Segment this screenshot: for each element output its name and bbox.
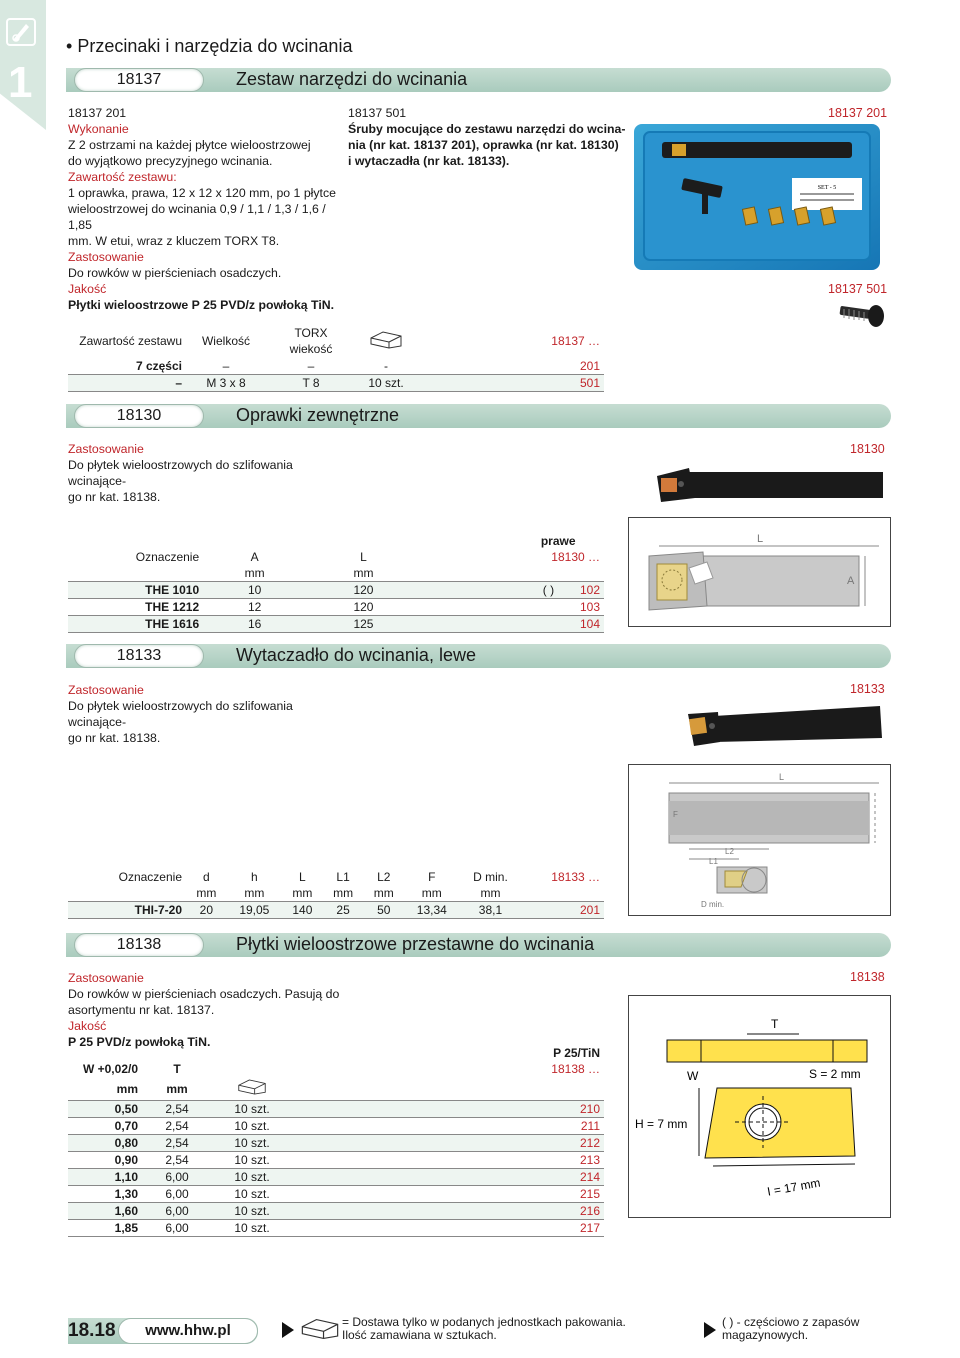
- cell-order: 201: [416, 358, 604, 375]
- cell-order: 102: [558, 582, 604, 599]
- cell-order: 215: [292, 1186, 604, 1203]
- cell: 19,05: [227, 902, 282, 919]
- cell: 1,60: [68, 1203, 142, 1220]
- cell: THI-7-20: [68, 902, 186, 919]
- heading-zastosowanie: Zastosowanie: [68, 683, 144, 697]
- cell: 7 części: [68, 358, 186, 375]
- cell: 1,10: [68, 1169, 142, 1186]
- cell: -: [356, 358, 416, 375]
- unit: mm: [306, 565, 421, 582]
- cell-empty: [421, 549, 513, 565]
- table-row: [68, 1169, 604, 1186]
- table-row: [68, 1118, 604, 1135]
- cell: 10 szt.: [356, 375, 416, 392]
- table-row: [68, 1220, 604, 1237]
- col-header: F: [428, 870, 436, 884]
- cell: 1,85: [68, 1220, 142, 1237]
- cell: 10 szt.: [212, 1220, 292, 1237]
- chapter-title: • Przecinaki i narzędzia do wcinania: [66, 36, 353, 56]
- cell: 6,00: [142, 1169, 212, 1186]
- dim-A: A: [847, 575, 855, 587]
- col-header: L1: [336, 870, 350, 884]
- heading-wykonanie: Wykonanie: [68, 122, 129, 136]
- col-header: Oznaczenie: [135, 550, 200, 564]
- cell-empty: [292, 1077, 604, 1101]
- table-header-row: [68, 869, 604, 885]
- cell: 2,54: [142, 1152, 212, 1169]
- table-row: [68, 1135, 604, 1152]
- table-row: [68, 1101, 604, 1118]
- col-header: D min.: [473, 870, 508, 884]
- section-code: 18137: [74, 68, 204, 92]
- cell-stock: [512, 616, 558, 633]
- unit: mm: [186, 885, 227, 902]
- unit: mm: [203, 565, 306, 582]
- footer-note-packaging: = Dostawa tylko w podanych jednostkach pakowania. Ilość zamawiana w sztukach.: [342, 1315, 626, 1342]
- cell: 10 szt.: [212, 1203, 292, 1220]
- cell: 125: [306, 616, 421, 633]
- cell-empty: [68, 565, 203, 582]
- col-header-order: 18133 …: [551, 870, 600, 884]
- col-header: Oznaczenie: [118, 870, 182, 884]
- text-line: 1 oprawka, prawa, 12 x 12 x 120 mm, po 1 płytce: [68, 186, 336, 200]
- package-icon: [300, 1316, 340, 1345]
- section-title: Wytaczadło do wcinania, lewe: [236, 645, 476, 665]
- cell: 140: [282, 902, 323, 919]
- section-code: 18130: [74, 404, 204, 428]
- dim-T: T: [771, 1017, 779, 1031]
- cell: 6,00: [142, 1186, 212, 1203]
- table-top-row: [68, 1045, 604, 1061]
- cell: THE 1010: [68, 582, 203, 599]
- package-icon: [356, 324, 416, 358]
- dim-F: F: [673, 810, 678, 819]
- unit: mm: [363, 885, 404, 902]
- cell-order: 104: [558, 616, 604, 633]
- cell: 38,1: [459, 902, 521, 919]
- heading-zastosowanie: Zastosowanie: [68, 971, 144, 985]
- cell: 120: [306, 599, 421, 616]
- cell-order: 212: [292, 1135, 604, 1152]
- col-header: [266, 324, 356, 358]
- col-header-order: 18137 …: [551, 334, 600, 348]
- text-line: Śruby mocujące do zestawu narzędzi do wcina-: [348, 122, 626, 136]
- cell-empty: [421, 599, 513, 616]
- screw-image: [836, 300, 886, 330]
- text-line: wieloostrzowej do wcinania 0,9 / 1,1 / 1,3 / 1,6 / 1,85: [68, 202, 326, 232]
- section-title: Płytki wieloostrzowe przestawne do wcinania: [236, 934, 595, 954]
- dim-W: W: [687, 1069, 699, 1083]
- text-line: Z 2 ostrzami na każdej płytce wieloostrzowej: [68, 138, 311, 152]
- image-label: 18138: [850, 970, 885, 984]
- text-line: P 25 PVD/z powłoką TiN.: [68, 1035, 211, 1049]
- holder-table: [68, 533, 604, 633]
- cell-empty: [68, 533, 203, 549]
- text-line: mm. W etui, wraz z kluczem TORX T8.: [68, 234, 280, 248]
- text-line: Do płytek wieloostrzowych do szlifowania wcinające-: [68, 699, 293, 729]
- unit: mm: [142, 1077, 212, 1101]
- tool-set-case-image: [632, 122, 882, 272]
- cell: M 3 x 8: [186, 375, 266, 392]
- col-header: T: [173, 1062, 181, 1076]
- table-top-row: [68, 533, 604, 549]
- cell-empty: [68, 885, 186, 902]
- cell: 25: [323, 902, 364, 919]
- col-header: W +0,02/0: [82, 1062, 138, 1076]
- cell: 10 szt.: [212, 1186, 292, 1203]
- table-row: [68, 582, 604, 599]
- cell: 1,30: [68, 1186, 142, 1203]
- table-row: [68, 1152, 604, 1169]
- col-header: h: [251, 870, 258, 884]
- cell-stock: ( ): [512, 582, 558, 599]
- unit: mm: [282, 885, 323, 902]
- set-description: [68, 105, 348, 313]
- col-header: d: [203, 870, 210, 884]
- heading-zawartosc: Zawartość zestawu:: [68, 170, 177, 184]
- cell: 20: [186, 902, 227, 919]
- table-row: [68, 599, 604, 616]
- table-header-row: [68, 1061, 604, 1077]
- cell: –: [68, 375, 186, 392]
- cell-empty: [142, 1045, 212, 1061]
- image-label: 18137 501: [828, 282, 888, 296]
- holder-drawing: [628, 517, 891, 627]
- cell-order: 201: [522, 902, 605, 919]
- text-line: Do rowków w pierścieniach osadczych. Pasują do: [68, 987, 340, 1001]
- cell: 0,80: [68, 1135, 142, 1152]
- play-arrow-icon: [282, 1322, 294, 1338]
- cell: THE 1616: [68, 616, 203, 633]
- section-code: 18138: [74, 933, 204, 957]
- cell: 12: [203, 599, 306, 616]
- text-line: do wyjątkowo precyzyjnego wcinania.: [68, 154, 273, 168]
- table-header-row: [68, 324, 604, 358]
- play-arrow-icon: [704, 1322, 716, 1338]
- section-code: 18133: [74, 644, 204, 668]
- page-number: 18.18: [68, 1320, 116, 1341]
- cell-order: 210: [292, 1101, 604, 1118]
- set-table: [68, 324, 604, 392]
- col-header: L: [299, 870, 306, 884]
- cell-empty: [421, 616, 513, 633]
- table-row: [68, 375, 604, 392]
- website-link[interactable]: www.hhw.pl: [118, 1318, 258, 1344]
- col-header-order: 18130 …: [551, 550, 600, 564]
- cell: 2,54: [142, 1101, 212, 1118]
- cell-order: 501: [416, 375, 604, 392]
- text-line: Płytki wieloostrzowe P 25 PVD/z powłoką TiN.: [68, 298, 335, 312]
- cell: 10 szt.: [212, 1101, 292, 1118]
- cell: 120: [306, 582, 421, 599]
- cell: 10 szt.: [212, 1135, 292, 1152]
- cell: 10 szt.: [212, 1169, 292, 1186]
- cell-empty: [421, 565, 513, 582]
- col-header-order: 18138 …: [551, 1062, 600, 1076]
- cell: 0,50: [68, 1101, 142, 1118]
- cell-order: 214: [292, 1169, 604, 1186]
- cell: 6,00: [142, 1220, 212, 1237]
- dim-S: S = 2 mm: [809, 1067, 861, 1081]
- image-label: 18137 201: [828, 106, 888, 120]
- cell: 10: [203, 582, 306, 599]
- dim-L2: L2: [725, 847, 734, 856]
- col-group-header: P 25/TiN: [553, 1046, 600, 1060]
- cell: 10 szt.: [212, 1152, 292, 1169]
- cell: 10 szt.: [212, 1118, 292, 1135]
- text-line: Do rowków w pierścieniach osadczych.: [68, 266, 282, 280]
- table-row: [68, 1203, 604, 1220]
- insert-description: [68, 970, 348, 1050]
- text-line: asortymentu nr kat. 18137.: [68, 1003, 215, 1017]
- table-row: [68, 616, 604, 633]
- table-header-row: [68, 549, 604, 565]
- footer-note-stock: ( ) - częściowo z zapasów magazynowych.: [722, 1315, 860, 1342]
- cell: 2,54: [142, 1135, 212, 1152]
- cell: –: [266, 358, 356, 375]
- text-line: 18137 201: [68, 106, 127, 120]
- boring-bar-description: [68, 682, 348, 746]
- heading-zastosowanie: Zastosowanie: [68, 250, 144, 264]
- cell-order: 213: [292, 1152, 604, 1169]
- table-units-row: [68, 885, 604, 902]
- cell-empty: [522, 885, 605, 902]
- unit: mm: [404, 885, 459, 902]
- table-units-row: [68, 1077, 604, 1101]
- insert-table: [68, 1045, 604, 1237]
- cell-order: 211: [292, 1118, 604, 1135]
- section-title: Oprawki zewnętrzne: [236, 405, 400, 425]
- table-row: [68, 1186, 604, 1203]
- dim-I: I = 17 mm: [766, 1175, 822, 1199]
- cell: 13,34: [404, 902, 459, 919]
- holder-description: [68, 441, 348, 505]
- screw-description: [348, 105, 628, 169]
- cell: 16: [203, 616, 306, 633]
- dim-L1: L1: [709, 857, 718, 866]
- text-line: Do płytek wieloostrzowych do szlifowania wcinające-: [68, 458, 293, 488]
- package-icon: [212, 1077, 292, 1101]
- section-title: Zestaw narzędzi do wcinania: [236, 69, 468, 89]
- col-header: Wielkość: [201, 334, 250, 348]
- unit: mm: [227, 885, 282, 902]
- cell: –: [186, 358, 266, 375]
- tool-logo-icon: [6, 18, 36, 46]
- table-row: [68, 358, 604, 375]
- image-label: 18130: [850, 442, 885, 456]
- cell: 2,54: [142, 1118, 212, 1135]
- table-row: [68, 902, 604, 919]
- cell: 6,00: [142, 1203, 212, 1220]
- cell-empty: [512, 565, 558, 582]
- cell: 50: [363, 902, 404, 919]
- cell-empty: [212, 1045, 292, 1061]
- chapter-number: 1: [8, 58, 33, 107]
- cell-order: 216: [292, 1203, 604, 1220]
- heading-jakosc: Jakość: [68, 1019, 107, 1033]
- cell: 0,70: [68, 1118, 142, 1135]
- dim-L: L: [757, 533, 764, 545]
- col-header: L2: [377, 870, 391, 884]
- col-group-header: prawe: [540, 534, 576, 548]
- heading-zastosowanie: Zastosowanie: [68, 442, 144, 456]
- case-label: SET - 5: [817, 185, 837, 191]
- boring-bar-drawing: [628, 764, 891, 916]
- cell-order: 103: [558, 599, 604, 616]
- insert-drawing: [628, 995, 891, 1218]
- chapter-title-text: Przecinaki i narzędzia do wcinania: [77, 36, 353, 56]
- cell: THE 1212: [68, 599, 203, 616]
- heading-jakosc: Jakość: [68, 282, 107, 296]
- holder-image: [655, 458, 885, 506]
- cell-empty: [212, 1061, 292, 1077]
- cell: T 8: [266, 375, 356, 392]
- cell-stock: [512, 599, 558, 616]
- boring-bar-table: [68, 869, 604, 919]
- cell-order: 217: [292, 1220, 604, 1237]
- col-header: A: [250, 550, 259, 564]
- text-line: go nr kat. 18138.: [68, 731, 161, 745]
- image-label: 18133: [850, 682, 885, 696]
- dim-H: H = 7 mm: [635, 1117, 688, 1131]
- text-line: nia (nr kat. 18137 201), oprawka (nr kat. 18130): [348, 138, 619, 152]
- unit: mm: [459, 885, 521, 902]
- cell-empty: [421, 533, 513, 549]
- cell-empty: [203, 533, 306, 549]
- text-line: i wytaczadła (nr kat. 18133).: [348, 154, 510, 168]
- text-line: 18137 501: [348, 106, 407, 120]
- col-header: L: [360, 550, 367, 564]
- dim-Dmin: D min.: [701, 900, 725, 909]
- cell: 0,90: [68, 1152, 142, 1169]
- table-units-row: [68, 565, 604, 582]
- unit: mm: [323, 885, 364, 902]
- unit: mm: [68, 1077, 142, 1101]
- cell-empty: [306, 533, 421, 549]
- text-line: go nr kat. 18138.: [68, 490, 161, 504]
- cell-empty: [68, 1045, 142, 1061]
- boring-bar-image: [684, 696, 884, 752]
- col-header: Zawartość zestawu: [79, 334, 182, 348]
- dim-L: L: [779, 772, 785, 782]
- cell-empty: [558, 565, 604, 582]
- cell-empty: [421, 582, 513, 599]
- torx-header: TORX wiekość: [289, 326, 333, 356]
